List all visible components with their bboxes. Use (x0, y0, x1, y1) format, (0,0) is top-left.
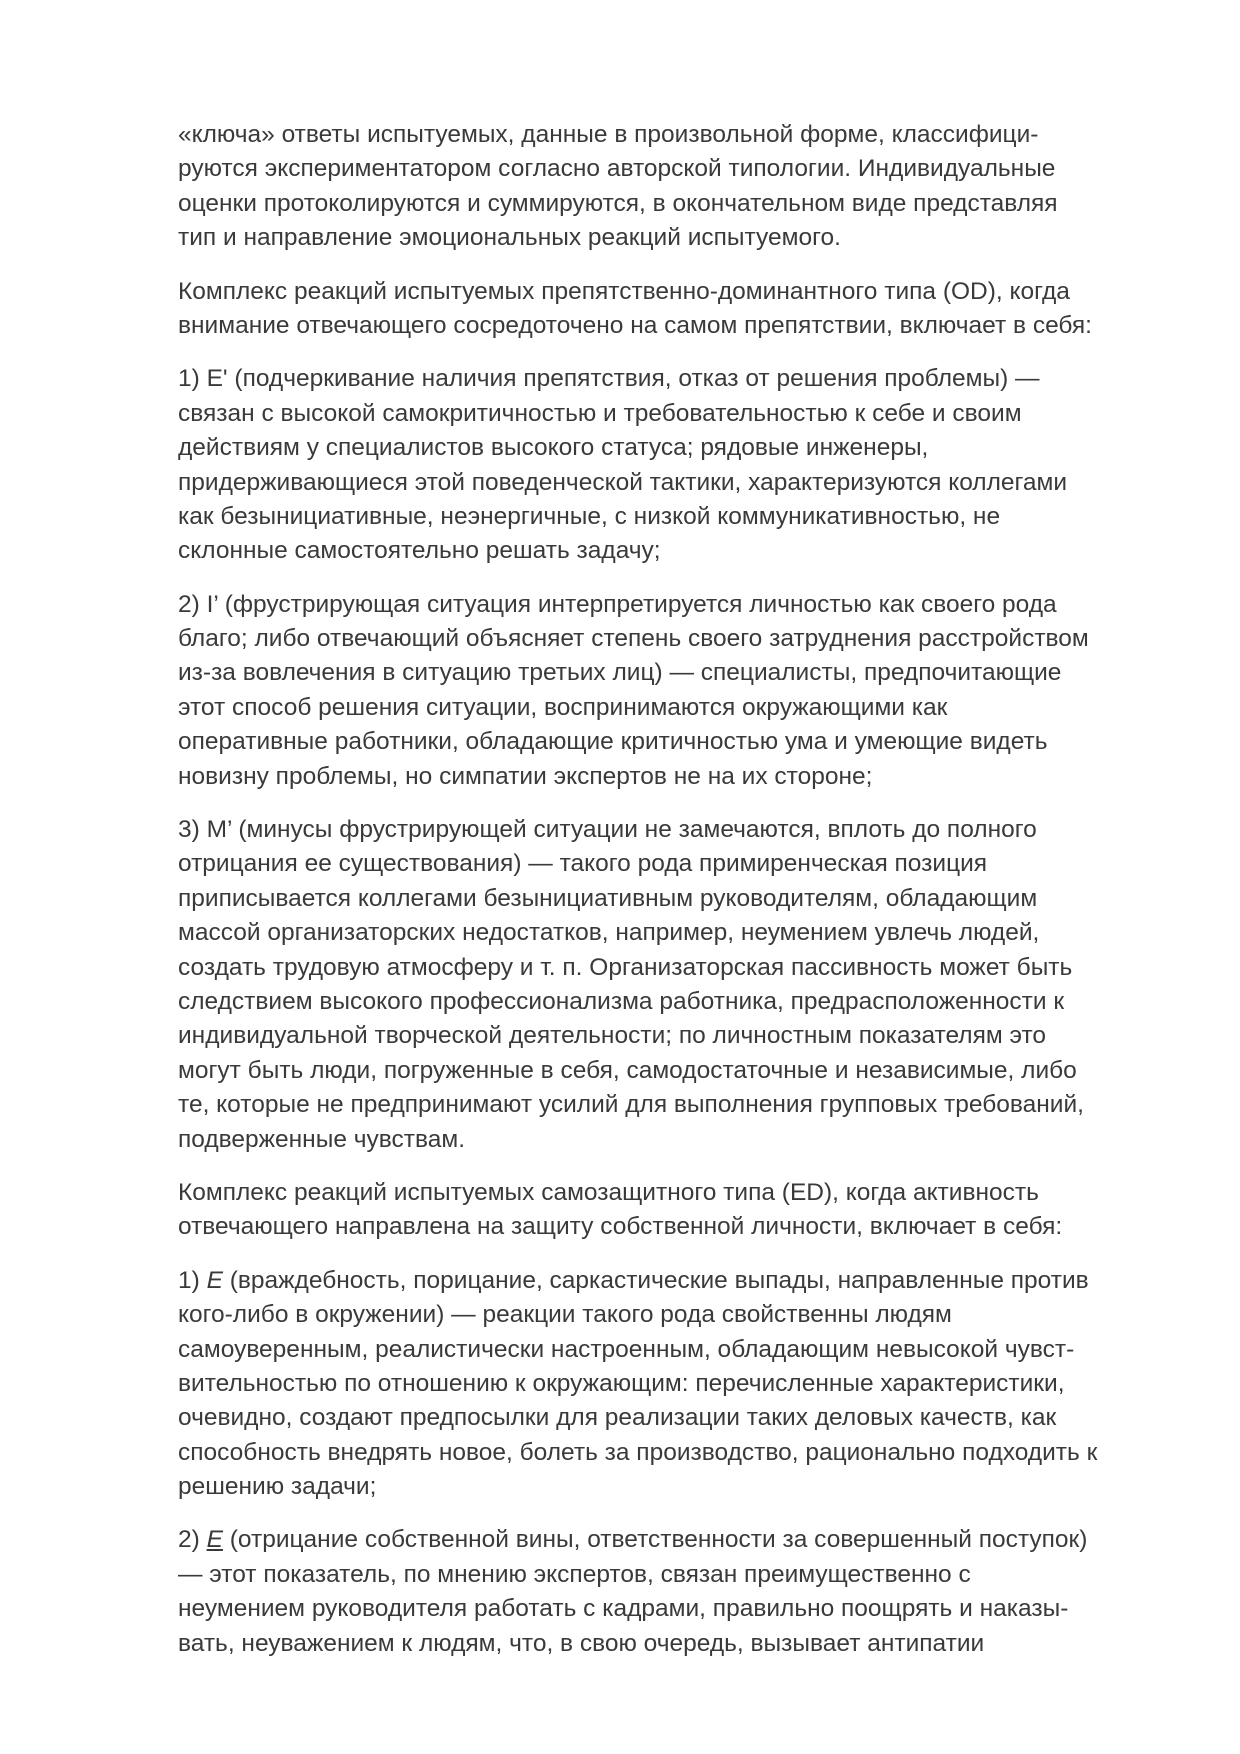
text-line: могут быть люди, погруженные в себя, самодостаточные и независимые, либо (178, 1056, 1077, 1084)
text-line: отвечающего направлена на защиту собственной личности, включает в себя: (178, 1213, 1063, 1241)
text-line: 1) E' (подчеркивание наличия препятствия, отказ от решения проблемы) — (178, 365, 1040, 393)
text-line: 3) M’ (минусы фрустрирующей ситуации не замечаются, вплоть до полного (178, 816, 1037, 844)
paragraph-ed-item-2 (178, 1523, 1178, 1661)
text-line: самоуверенным, реалистически настроенным, обладающим невысокой чувст- (178, 1335, 1075, 1363)
text-line: этот способ решения ситуации, воспринимаются окружающими как (178, 693, 948, 721)
text-line: подверженные чувствам. (178, 1125, 466, 1153)
text-line: придерживающиеся этой поведенческой тактики, характеризуются коллегами (178, 468, 1068, 496)
body-text (178, 118, 1178, 1680)
text-line: очевидно, создают предпосылки для реализации таких деловых качеств, как (178, 1404, 1057, 1432)
text-line: 1) E (враждебность, порицание, саркастические выпады, направленные против (178, 1266, 1089, 1294)
text-line: внимание отвечающего сосредоточено на самом препятствии, включает в себя: (178, 311, 1092, 339)
text-line: неумением руководителя работать с кадрами, правильно поощрять и наказы- (178, 1595, 1069, 1623)
text-line: индивидуальной творческой деятельности; по личностным показателям это (178, 1022, 1047, 1050)
text-line: «ключа» ответы испытуемых, данные в произвольной форме, классифици- (178, 121, 1039, 148)
type-letter: E (206, 1266, 223, 1294)
text-line: связан с высокой самокритичностью и требовательностью к себе и своим (178, 399, 1022, 427)
text-line: руются экспериментатором согласно авторской типологии. Индивидуальные (178, 155, 1056, 183)
text-line: отрицания ее существования) — такого рода примиренческая позиция (178, 850, 988, 878)
text-line: приписывается коллегами безынициативным руководителям, обладающим (178, 884, 1038, 912)
text-line: вительностью по отношению к окружающим: перечисленные характеристики, (178, 1369, 1065, 1397)
text-line: как безынициативные, неэнергичные, с низкой коммуникативностью, не (178, 502, 1001, 530)
text-line: новизну проблемы, но симпатии экспертов не на их стороне; (178, 762, 873, 790)
paragraph-od-intro (178, 275, 1178, 344)
text-line: 2) E (отрицание собственной вины, ответственности за совершенный поступок) (178, 1526, 1088, 1554)
text-line: кого-либо в окружении) — реакции такого рода свойственны людям (178, 1301, 952, 1329)
text-line: тип и направление эмоциональных реакций испытуемого. (178, 224, 841, 252)
paragraph-od-item-3 (178, 813, 1178, 1157)
text-line: 2) I’ (фрустрирующая ситуация интерпретируется личностью как своего рода (178, 590, 1057, 618)
paragraph-key-answers (178, 118, 1178, 256)
text-line: — этот показатель, по мнению экспертов, связан преимущественно с (178, 1560, 971, 1588)
text-line: Комплекс реакций испытуемых препятственно-доминантного типа (OD), когда (178, 277, 1070, 305)
text-line: благо; либо отвечающий объясняет степень своего затруднения расстройством (178, 625, 1089, 653)
text-line: оперативные работники, обладающие критичностью ума и умеющие видеть (178, 728, 1048, 756)
text-line: массой организаторских недостатков, например, неумением увлечь людей, (178, 919, 1040, 947)
type-letter: E (206, 1526, 223, 1554)
text-line: Комплекс реакций испытуемых самозащитного типа (ED), когда активность (178, 1178, 1039, 1206)
text-line: решению задачи; (178, 1473, 377, 1501)
paragraph-ed-item-1 (178, 1264, 1178, 1505)
text-line: создать трудовую атмосферу и т. п. Организаторская пассивность может быть (178, 953, 1073, 981)
text-line: те, которые не предпринимают усилий для выполнения групповых требований, (178, 1091, 1084, 1119)
paragraph-od-item-2 (178, 588, 1178, 794)
text-line: вать, неуважением к людям, что, в свою очередь, вызывает антипатии (178, 1629, 985, 1657)
text-line: склонные самостоятельно решать задачу; (178, 537, 661, 565)
text-line: оценки протоколируются и суммируются, в окончательном виде представляя (178, 189, 1058, 217)
paragraph-od-item-1 (178, 362, 1178, 568)
text-line: из-за вовлечения в ситуацию третьих лиц) — специалисты, предпочитающие (178, 659, 1062, 687)
text-line: действиям у специалистов высокого статуса; рядовые инженеры, (178, 434, 929, 462)
text-line: следствием высокого профессионализма работника, предрасположенности к (178, 987, 1065, 1015)
paragraph-ed-intro (178, 1176, 1178, 1245)
text-line: способность внедрять новое, болеть за производство, рационально подходить к (178, 1438, 1098, 1466)
